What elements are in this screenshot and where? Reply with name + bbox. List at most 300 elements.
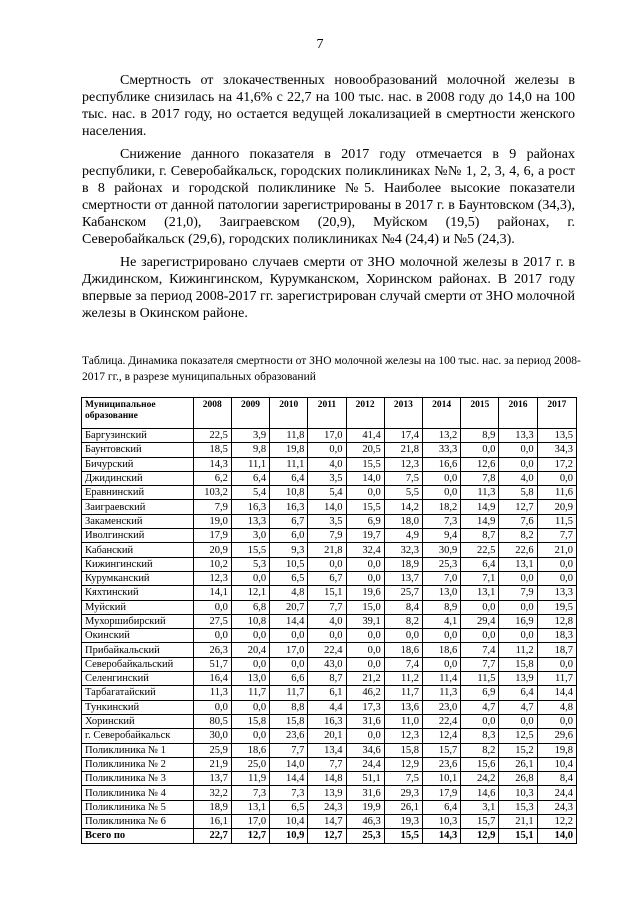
value-cell: 8,8	[270, 700, 308, 714]
value-cell: 0,0	[422, 629, 460, 643]
value-cell: 0,0	[270, 629, 308, 643]
value-cell: 0,0	[346, 643, 384, 657]
value-cell: 11,6	[537, 486, 576, 500]
region-name-cell: г. Северобайкальск	[82, 729, 194, 743]
table-row	[82, 486, 577, 500]
value-cell: 5,4	[231, 486, 269, 500]
value-cell: 10,2	[193, 557, 231, 571]
value-cell: 10,3	[422, 815, 460, 829]
value-cell: 0,0	[346, 729, 384, 743]
body-text	[82, 72, 575, 328]
paragraph: Снижение данного показателя в 2017 году отмечается в 9 районах республики, г. Северобайкальск, городских поликлиниках №№ 1, 2, 3, 4, 6, а рост в 8 районах и городской поликлинике №5. Наиболее высокие показатели смертности от данной патологии зарегистрированы в 2017 г. в Баунтовском (34,3), Кабанском (21,0), Заиграевском (20,9), Муйском (19,5) районах, г. Северобайкальск (29,6), городских поликлиниках №4 (24,4) и №5 (24,3).	[82, 147, 575, 247]
value-cell: 13,0	[422, 586, 460, 600]
table-row	[82, 614, 577, 628]
value-cell: 4,0	[308, 457, 346, 471]
value-cell: 3,5	[308, 471, 346, 485]
value-cell: 8,7	[461, 529, 499, 543]
column-header-year: 2013	[384, 398, 422, 429]
value-cell: 0,0	[231, 700, 269, 714]
value-cell: 0,0	[537, 714, 576, 728]
value-cell: 13,4	[308, 743, 346, 757]
value-cell: 25,0	[231, 757, 269, 771]
region-name-cell: Поликлиника № 5	[82, 800, 194, 814]
value-cell: 16,4	[193, 672, 231, 686]
value-cell: 0,0	[308, 557, 346, 571]
value-cell: 0,0	[346, 486, 384, 500]
value-cell: 5,3	[231, 557, 269, 571]
value-cell: 5,4	[308, 486, 346, 500]
region-name-cell: Кяхтинский	[82, 586, 194, 600]
value-cell: 0,0	[193, 629, 231, 643]
value-cell: 7,5	[384, 471, 422, 485]
value-cell: 12,3	[384, 457, 422, 471]
value-cell: 18,7	[537, 643, 576, 657]
value-cell: 13,1	[461, 586, 499, 600]
value-cell: 34,6	[346, 743, 384, 757]
value-cell: 0,0	[461, 443, 499, 457]
region-name-cell: Кабанский	[82, 543, 194, 557]
value-cell: 16,3	[308, 714, 346, 728]
table-row	[82, 471, 577, 485]
value-cell: 3,1	[461, 800, 499, 814]
value-cell: 8,7	[308, 672, 346, 686]
value-cell: 4,9	[384, 529, 422, 543]
value-cell: 10,8	[231, 614, 269, 628]
value-cell: 30,9	[422, 543, 460, 557]
value-cell: 9,8	[231, 443, 269, 457]
value-cell: 20,4	[231, 643, 269, 657]
value-cell: 7,7	[308, 600, 346, 614]
total-value-cell: 10,9	[270, 829, 308, 843]
value-cell: 26,1	[384, 800, 422, 814]
value-cell: 15,7	[461, 815, 499, 829]
value-cell: 0,0	[231, 657, 269, 671]
region-name-cell: Селенгинский	[82, 672, 194, 686]
value-cell: 4,7	[461, 700, 499, 714]
value-cell: 8,2	[384, 614, 422, 628]
value-cell: 7,9	[193, 500, 231, 514]
region-name-cell: Окинский	[82, 629, 194, 643]
value-cell: 10,5	[270, 557, 308, 571]
value-cell: 11,9	[231, 772, 269, 786]
value-cell: 14,4	[270, 614, 308, 628]
value-cell: 18,2	[422, 500, 460, 514]
value-cell: 0,0	[193, 600, 231, 614]
value-cell: 29,6	[537, 729, 576, 743]
value-cell: 0,0	[193, 700, 231, 714]
value-cell: 15,3	[499, 800, 537, 814]
value-cell: 11,3	[422, 686, 460, 700]
value-cell: 3,5	[308, 514, 346, 528]
value-cell: 12,4	[422, 729, 460, 743]
value-cell: 13,7	[384, 571, 422, 585]
value-cell: 39,1	[346, 614, 384, 628]
value-cell: 4,1	[422, 614, 460, 628]
value-cell: 12,9	[384, 757, 422, 771]
value-cell: 0,0	[231, 629, 269, 643]
value-cell: 14,8	[308, 772, 346, 786]
value-cell: 24,4	[346, 757, 384, 771]
value-cell: 7,8	[461, 471, 499, 485]
value-cell: 32,3	[384, 543, 422, 557]
value-cell: 18,9	[193, 800, 231, 814]
value-cell: 0,0	[346, 657, 384, 671]
value-cell: 6,7	[270, 514, 308, 528]
value-cell: 25,9	[193, 743, 231, 757]
value-cell: 15,1	[308, 586, 346, 600]
value-cell: 0,0	[346, 557, 384, 571]
value-cell: 13,0	[231, 672, 269, 686]
value-cell: 0,0	[537, 571, 576, 585]
value-cell: 8,3	[461, 729, 499, 743]
table-row	[82, 557, 577, 571]
value-cell: 0,0	[231, 571, 269, 585]
region-name-cell: Поликлиника № 4	[82, 786, 194, 800]
value-cell: 10,8	[270, 486, 308, 500]
value-cell: 0,0	[422, 657, 460, 671]
table-row	[82, 543, 577, 557]
value-cell: 13,7	[193, 772, 231, 786]
value-cell: 13,1	[499, 557, 537, 571]
value-cell: 17,2	[537, 457, 576, 471]
value-cell: 18,6	[231, 743, 269, 757]
value-cell: 11,8	[270, 429, 308, 443]
value-cell: 13,2	[422, 429, 460, 443]
region-name-cell: Бичурский	[82, 457, 194, 471]
total-label-cell: Всего по	[82, 829, 194, 843]
value-cell: 11,3	[461, 486, 499, 500]
table-row	[82, 571, 577, 585]
value-cell: 5,5	[384, 486, 422, 500]
column-header-year: 2011	[308, 398, 346, 429]
value-cell: 19,8	[270, 443, 308, 457]
value-cell: 11,4	[422, 672, 460, 686]
value-cell: 6,4	[270, 471, 308, 485]
value-cell: 6,5	[270, 571, 308, 585]
table-row	[82, 457, 577, 471]
table-caption: Таблица. Динамика показателя смертности от ЗНО молочной железы на 100 тыс. нас. за период 2008-2017 гг., в разрезе муниципальных образований	[82, 355, 581, 383]
value-cell: 15,8	[384, 743, 422, 757]
value-cell: 14,0	[346, 471, 384, 485]
value-cell: 21,2	[346, 672, 384, 686]
value-cell: 15,8	[499, 657, 537, 671]
value-cell: 13,3	[537, 586, 576, 600]
value-cell: 7,4	[384, 657, 422, 671]
value-cell: 29,3	[384, 786, 422, 800]
value-cell: 12,3	[384, 729, 422, 743]
value-cell: 19,9	[346, 800, 384, 814]
value-cell: 24,3	[537, 800, 576, 814]
table-row	[82, 629, 577, 643]
value-cell: 6,4	[422, 800, 460, 814]
value-cell: 7,3	[231, 786, 269, 800]
value-cell: 15,5	[346, 500, 384, 514]
value-cell: 0,0	[461, 629, 499, 643]
value-cell: 21,9	[193, 757, 231, 771]
value-cell: 18,6	[384, 643, 422, 657]
value-cell: 20,1	[308, 729, 346, 743]
value-cell: 12,6	[461, 457, 499, 471]
value-cell: 20,5	[346, 443, 384, 457]
value-cell: 33,3	[422, 443, 460, 457]
value-cell: 16,3	[231, 500, 269, 514]
value-cell: 0,0	[537, 657, 576, 671]
paragraph: Смертность от злокачественных новообразований молочной железы в республике снизилась на 41,6% с 22,7 на 100 тыс. нас. в 2008 году до 14,0 на 100 тыс. нас. в 2017 году, но остается ведущей локализацией в смертности женского населения.	[82, 73, 575, 139]
value-cell: 51,1	[346, 772, 384, 786]
value-cell: 13,9	[308, 786, 346, 800]
value-cell: 6,0	[270, 529, 308, 543]
value-cell: 18,0	[384, 514, 422, 528]
value-cell: 14,6	[461, 786, 499, 800]
value-cell: 15,7	[422, 743, 460, 757]
value-cell: 7,3	[270, 786, 308, 800]
column-header-year: 2014	[422, 398, 460, 429]
value-cell: 22,4	[422, 714, 460, 728]
value-cell: 27,5	[193, 614, 231, 628]
total-value-cell: 15,1	[499, 829, 537, 843]
value-cell: 21,0	[537, 543, 576, 557]
value-cell: 10,3	[499, 786, 537, 800]
value-cell: 6,9	[461, 686, 499, 700]
table-row	[82, 643, 577, 657]
total-value-cell: 12,9	[461, 829, 499, 843]
value-cell: 13,6	[384, 700, 422, 714]
total-value-cell: 14,3	[422, 829, 460, 843]
value-cell: 11,7	[231, 686, 269, 700]
value-cell: 14,4	[270, 772, 308, 786]
paragraph: Не зарегистрировано случаев смерти от ЗНО молочной железы в 2017 г. в Джидинском, Кижингинском, Курумканском, Хоринском районах. В 2017 году впервые за период 2008-2017 гг. зарегистрирован случай смерти от ЗНО молочной железы в Окинском районе.	[82, 255, 575, 321]
value-cell: 6,9	[346, 514, 384, 528]
region-name-cell: Тункинский	[82, 700, 194, 714]
region-name-cell: Тарбагатайский	[82, 686, 194, 700]
value-cell: 8,9	[461, 429, 499, 443]
value-cell: 9,4	[422, 529, 460, 543]
value-cell: 6,5	[270, 800, 308, 814]
table-header-row	[82, 398, 577, 429]
value-cell: 15,2	[499, 743, 537, 757]
value-cell: 6,4	[231, 471, 269, 485]
region-name-cell: Закаменский	[82, 514, 194, 528]
page-number: 7	[316, 37, 324, 52]
value-cell: 17,0	[231, 815, 269, 829]
value-cell: 25,7	[384, 586, 422, 600]
value-cell: 18,9	[384, 557, 422, 571]
total-value-cell: 25,3	[346, 829, 384, 843]
value-cell: 16,6	[422, 457, 460, 471]
table-row	[82, 729, 577, 743]
value-cell: 34,3	[537, 443, 576, 457]
value-cell: 26,8	[499, 772, 537, 786]
value-cell: 15,8	[270, 714, 308, 728]
table-row	[82, 672, 577, 686]
value-cell: 26,1	[499, 757, 537, 771]
value-cell: 19,8	[537, 743, 576, 757]
value-cell: 6,8	[231, 600, 269, 614]
value-cell: 11,5	[461, 672, 499, 686]
value-cell: 21,8	[384, 443, 422, 457]
value-cell: 6,7	[308, 571, 346, 585]
value-cell: 11,7	[270, 686, 308, 700]
value-cell: 6,1	[308, 686, 346, 700]
value-cell: 0,0	[499, 457, 537, 471]
value-cell: 30,0	[193, 729, 231, 743]
table-row	[82, 700, 577, 714]
region-name-cell: Хоринский	[82, 714, 194, 728]
table-total-row	[82, 829, 577, 843]
column-header-year: 2016	[499, 398, 537, 429]
value-cell: 8,2	[461, 743, 499, 757]
value-cell: 0,0	[461, 600, 499, 614]
value-cell: 18,5	[193, 443, 231, 457]
region-name-cell: Прибайкальский	[82, 643, 194, 657]
value-cell: 19,3	[384, 815, 422, 829]
value-cell: 16,3	[270, 500, 308, 514]
region-name-cell: Джидинский	[82, 471, 194, 485]
value-cell: 13,3	[499, 429, 537, 443]
table-row	[82, 815, 577, 829]
value-cell: 32,4	[346, 543, 384, 557]
table-row	[82, 686, 577, 700]
region-name-cell: Мухоршибирский	[82, 614, 194, 628]
value-cell: 46,3	[346, 815, 384, 829]
value-cell: 11,7	[384, 686, 422, 700]
value-cell: 18,3	[537, 629, 576, 643]
value-cell: 4,8	[537, 700, 576, 714]
column-header-year: 2010	[270, 398, 308, 429]
value-cell: 3,0	[231, 529, 269, 543]
value-cell: 0,0	[308, 629, 346, 643]
table-row	[82, 743, 577, 757]
value-cell: 11,0	[384, 714, 422, 728]
value-cell: 0,0	[231, 729, 269, 743]
value-cell: 15,0	[346, 600, 384, 614]
value-cell: 8,2	[499, 529, 537, 543]
value-cell: 5,8	[499, 486, 537, 500]
value-cell: 0,0	[346, 629, 384, 643]
table-row	[82, 529, 577, 543]
column-header-year: 2012	[346, 398, 384, 429]
value-cell: 26,3	[193, 643, 231, 657]
region-name-cell: Курумканский	[82, 571, 194, 585]
value-cell: 7,6	[499, 514, 537, 528]
value-cell: 22,5	[193, 429, 231, 443]
value-cell: 14,1	[193, 586, 231, 600]
value-cell: 24,2	[461, 772, 499, 786]
value-cell: 6,4	[461, 557, 499, 571]
value-cell: 80,5	[193, 714, 231, 728]
table-row	[82, 514, 577, 528]
value-cell: 7,0	[422, 571, 460, 585]
value-cell: 22,5	[461, 543, 499, 557]
column-header-year: 2015	[461, 398, 499, 429]
value-cell: 4,4	[308, 700, 346, 714]
value-cell: 14,7	[308, 815, 346, 829]
value-cell: 6,4	[499, 686, 537, 700]
value-cell: 20,7	[270, 600, 308, 614]
value-cell: 16,1	[193, 815, 231, 829]
value-cell: 11,7	[537, 672, 576, 686]
value-cell: 12,1	[231, 586, 269, 600]
region-name-cell: Баргузинский	[82, 429, 194, 443]
value-cell: 12,3	[193, 571, 231, 585]
value-cell: 19,7	[346, 529, 384, 543]
value-cell: 10,1	[422, 772, 460, 786]
value-cell: 7,7	[461, 657, 499, 671]
value-cell: 0,0	[537, 557, 576, 571]
value-cell: 7,1	[461, 571, 499, 585]
value-cell: 15,5	[231, 543, 269, 557]
value-cell: 0,0	[499, 629, 537, 643]
value-cell: 7,5	[384, 772, 422, 786]
value-cell: 7,9	[499, 586, 537, 600]
column-header-region: Муниципальное образование	[82, 398, 194, 429]
value-cell: 23,0	[422, 700, 460, 714]
value-cell: 7,9	[308, 529, 346, 543]
value-cell: 12,5	[499, 729, 537, 743]
value-cell: 0,0	[537, 471, 576, 485]
value-cell: 7,4	[461, 643, 499, 657]
value-cell: 11,3	[193, 686, 231, 700]
value-cell: 103,2	[193, 486, 231, 500]
value-cell: 7,3	[422, 514, 460, 528]
value-cell: 17,0	[270, 643, 308, 657]
table-row	[82, 657, 577, 671]
region-name-cell: Муйский	[82, 600, 194, 614]
value-cell: 14,3	[193, 457, 231, 471]
total-value-cell: 12,7	[231, 829, 269, 843]
value-cell: 14,0	[270, 757, 308, 771]
value-cell: 15,8	[231, 714, 269, 728]
value-cell: 7,7	[537, 529, 576, 543]
value-cell: 11,2	[384, 672, 422, 686]
value-cell: 23,6	[270, 729, 308, 743]
table-row	[82, 714, 577, 728]
value-cell: 4,7	[499, 700, 537, 714]
region-name-cell: Заиграевский	[82, 500, 194, 514]
value-cell: 14,9	[461, 500, 499, 514]
value-cell: 13,3	[231, 514, 269, 528]
total-value-cell: 14,0	[537, 829, 576, 843]
value-cell: 17,9	[193, 529, 231, 543]
value-cell: 25,3	[422, 557, 460, 571]
value-cell: 17,3	[346, 700, 384, 714]
value-cell: 15,5	[346, 457, 384, 471]
mortality-table	[81, 397, 577, 844]
value-cell: 18,6	[422, 643, 460, 657]
value-cell: 24,3	[308, 800, 346, 814]
table-row	[82, 786, 577, 800]
total-value-cell: 22,7	[193, 829, 231, 843]
table-row	[82, 586, 577, 600]
table-row	[82, 429, 577, 443]
value-cell: 21,1	[499, 815, 537, 829]
table-row	[82, 500, 577, 514]
value-cell: 20,9	[537, 500, 576, 514]
value-cell: 32,2	[193, 786, 231, 800]
value-cell: 41,4	[346, 429, 384, 443]
table-row	[82, 772, 577, 786]
value-cell: 12,2	[537, 815, 576, 829]
value-cell: 31,6	[346, 714, 384, 728]
value-cell: 4,0	[308, 614, 346, 628]
value-cell: 12,7	[499, 500, 537, 514]
value-cell: 17,0	[308, 429, 346, 443]
value-cell: 0,0	[499, 571, 537, 585]
table-row	[82, 800, 577, 814]
value-cell: 19,0	[193, 514, 231, 528]
value-cell: 13,9	[499, 672, 537, 686]
value-cell: 3,9	[231, 429, 269, 443]
